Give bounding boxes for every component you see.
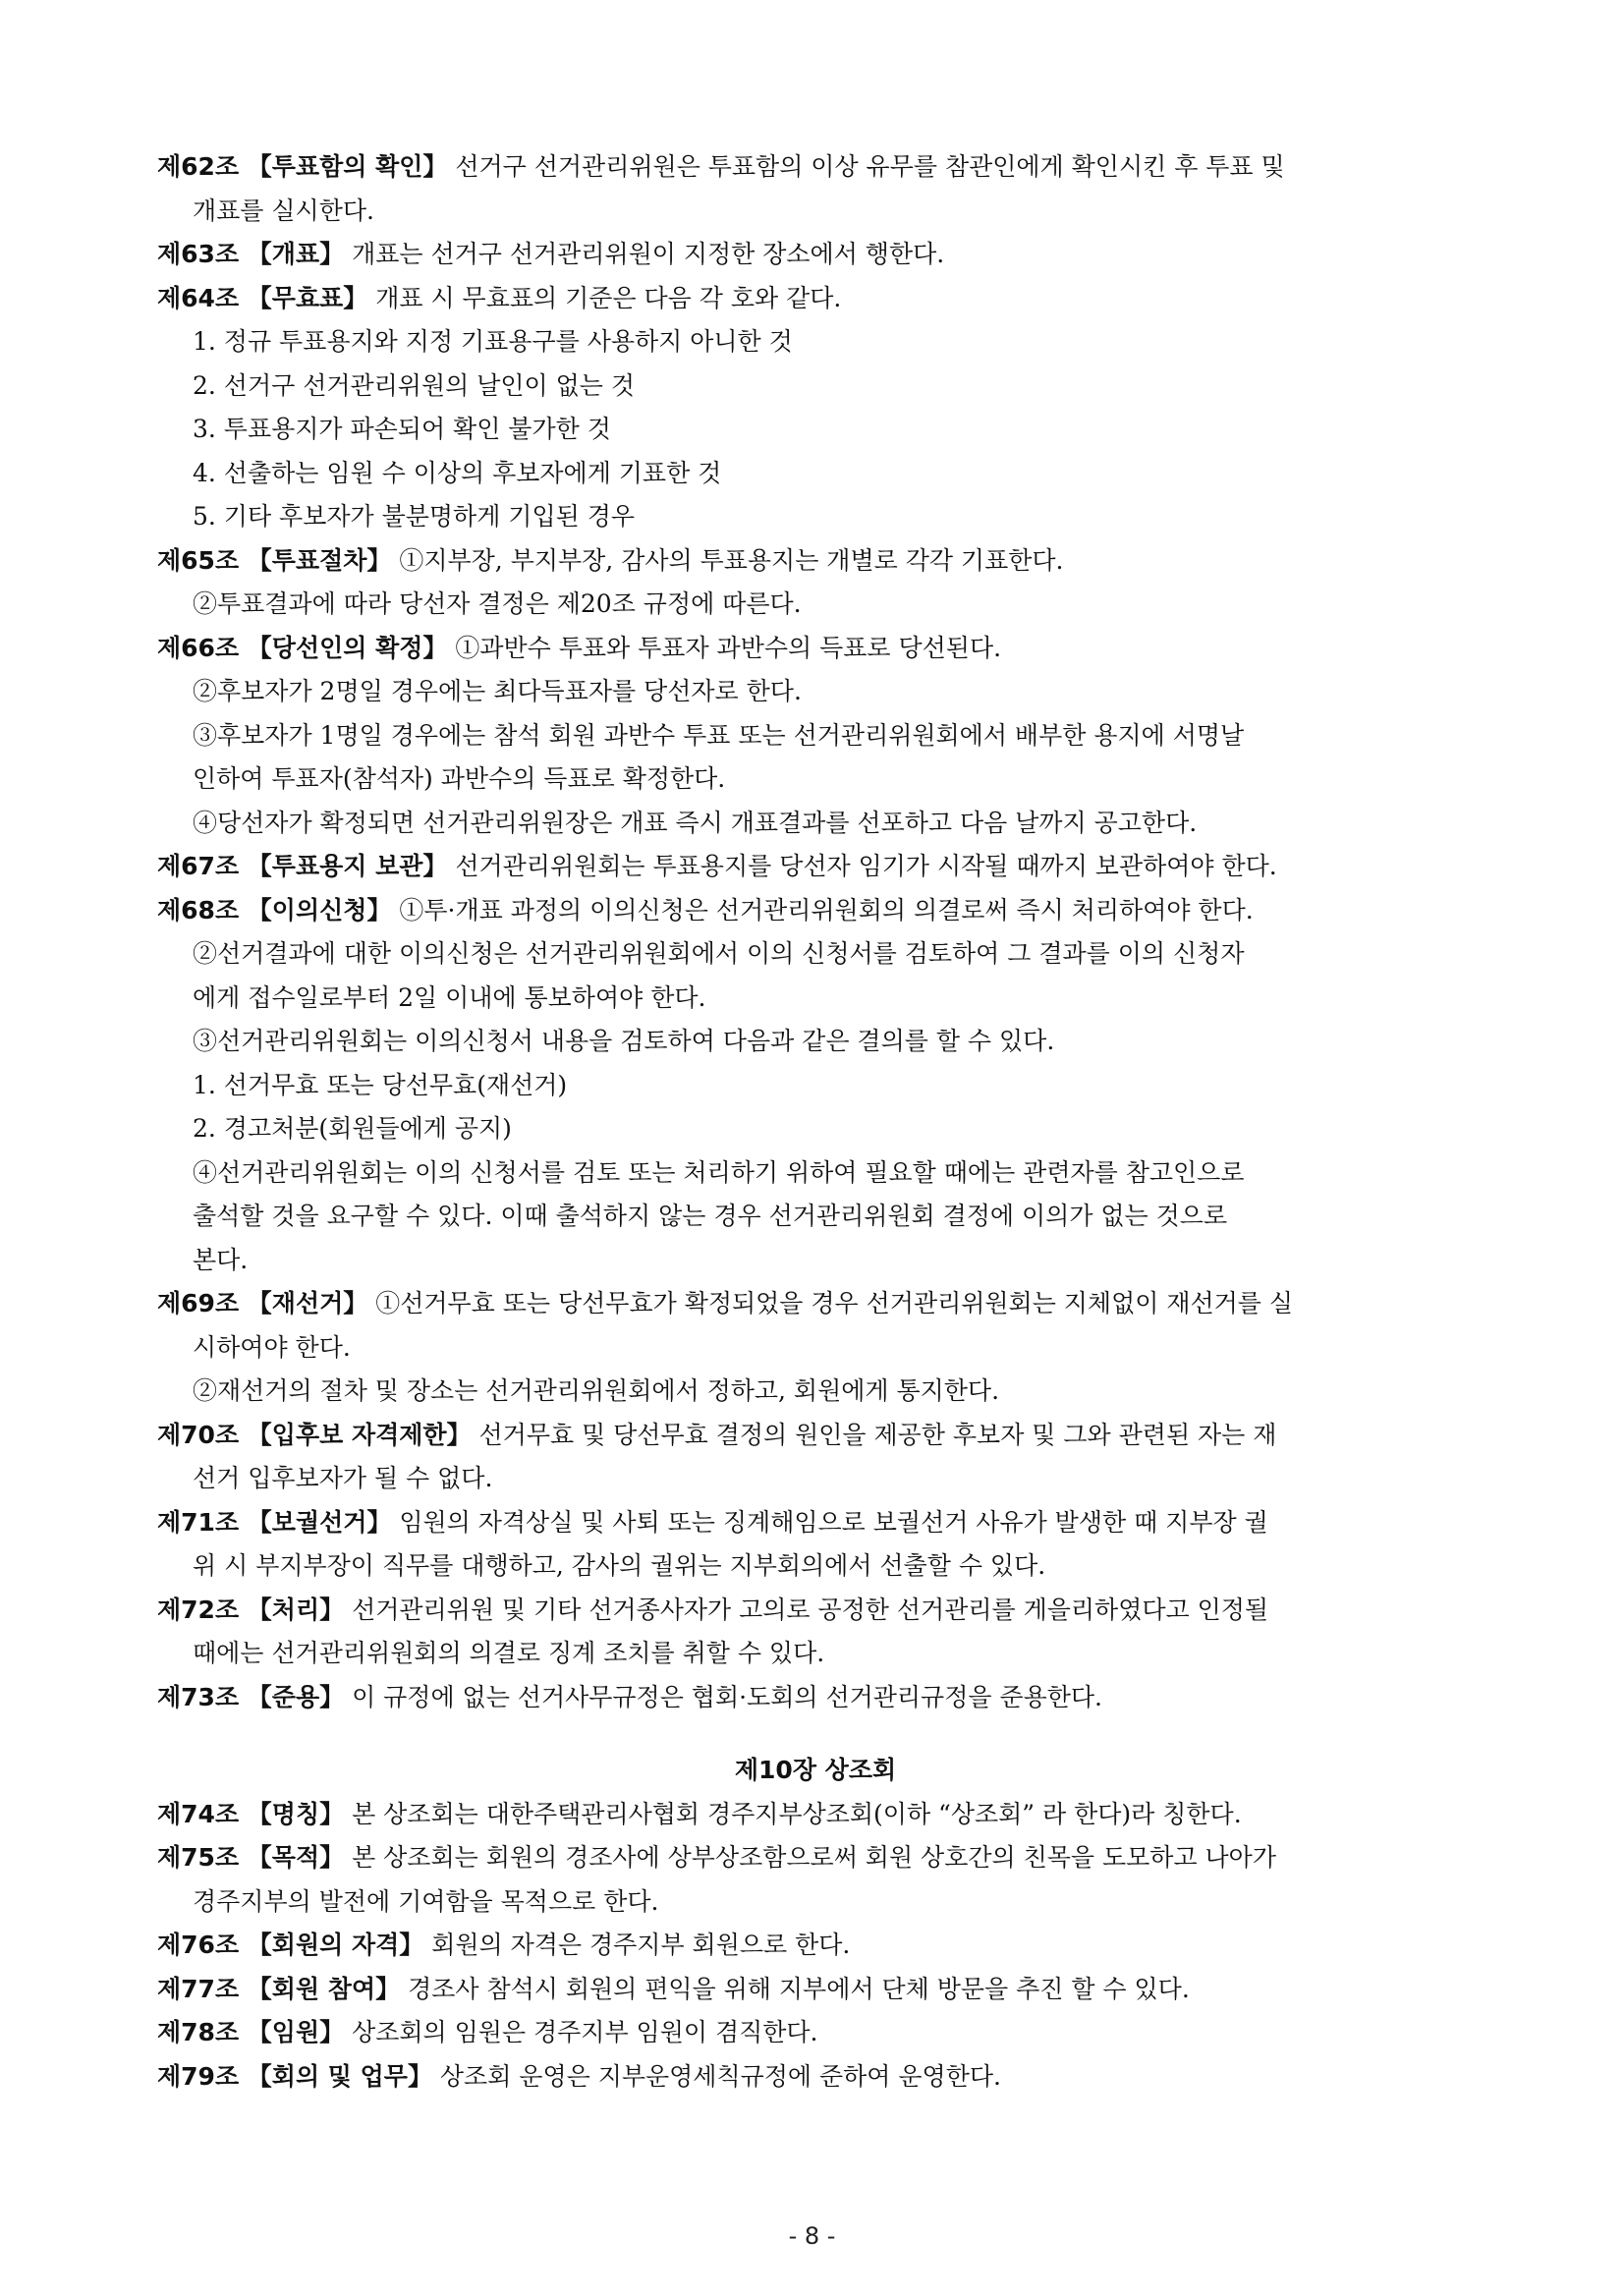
article-first-line bbox=[157, 277, 1474, 321]
article-continuation-line bbox=[157, 320, 1474, 364]
article-first-line bbox=[157, 845, 1474, 889]
article-text: 2. 선거구 선거관리위원의 날인이 없는 것 bbox=[193, 370, 635, 400]
article-text: 선거구 선거관리위원은 투표함의 이상 유무를 참관인에게 확인시킨 후 투표 및 bbox=[455, 152, 1285, 181]
article bbox=[157, 233, 1474, 277]
article bbox=[157, 1793, 1474, 1837]
article-first-line bbox=[157, 2011, 1474, 2055]
article-text: 선거 입후보자가 될 수 없다. bbox=[193, 1464, 493, 1492]
article-text: ①선거무효 또는 당선무효가 확정되었을 경우 선거관리위원회는 지체없이 재선거를 실 bbox=[375, 1289, 1294, 1317]
article-heading: 제64조 【무효표】 bbox=[157, 283, 368, 312]
article-text: 1. 정규 투표용지와 지정 기표용구를 사용하지 아니한 것 bbox=[193, 327, 793, 356]
article-continuation-line bbox=[157, 1326, 1474, 1371]
article-first-line bbox=[157, 889, 1474, 933]
article-heading: 제73조 【준용】 bbox=[157, 1682, 345, 1711]
article bbox=[157, 889, 1474, 1283]
article-continuation-line bbox=[157, 1151, 1474, 1196]
article-text: 선거무효 및 당선무효 결정의 원인을 제공한 후보자 및 그와 관련된 자는 재 bbox=[478, 1420, 1277, 1449]
article-text: 5. 기타 후보자가 불분명하게 기입된 경우 bbox=[193, 502, 635, 531]
article-continuation-line bbox=[157, 1370, 1474, 1414]
article-text: 상조회 운영은 지부운영세칙규정에 준하여 운영한다. bbox=[439, 2061, 1001, 2091]
article-continuation-line bbox=[157, 670, 1474, 714]
article-first-line bbox=[157, 1924, 1474, 1968]
article-heading: 제77조 【회원 참여】 bbox=[157, 1974, 401, 2003]
article-text: 이 규정에 없는 선거사무규정은 협회·도회의 선거관리규정을 준용한다. bbox=[352, 1682, 1102, 1711]
article-heading: 제67조 【투표용지 보관】 bbox=[157, 852, 448, 880]
article-continuation-line bbox=[157, 583, 1474, 627]
article-text: ①지부장, 부지부장, 감사의 투표용지는 개별로 각각 기표한다. bbox=[399, 545, 1064, 575]
article-heading: 제66조 【당선인의 확정】 bbox=[157, 633, 448, 662]
article bbox=[157, 1676, 1474, 1720]
article-heading: 제75조 【목적】 bbox=[157, 1843, 345, 1872]
article-text: 임원의 자격상실 및 사퇴 또는 징계해임으로 보궐선거 사유가 발생한 때 지부장 궐 bbox=[399, 1507, 1268, 1537]
page-content bbox=[157, 145, 1474, 2099]
article-heading: 제78조 【임원】 bbox=[157, 2018, 345, 2046]
article-continuation-line bbox=[157, 1195, 1474, 1239]
article-continuation-line bbox=[157, 1107, 1474, 1151]
article-continuation-line bbox=[157, 932, 1474, 977]
article-first-line bbox=[157, 1793, 1474, 1837]
article-text: 회원의 자격은 경주지부 회원으로 한다. bbox=[431, 1931, 851, 1959]
article-text: 선거관리위원회는 투표용지를 당선자 임기가 시작될 때까지 보관하여야 한다. bbox=[455, 852, 1277, 880]
article-first-line bbox=[157, 2055, 1474, 2100]
article-text: 1. 선거무효 또는 당선무효(재선거) bbox=[193, 1070, 568, 1099]
article-text: 위 시 부지부장이 직무를 대행하고, 감사의 궐위는 지부회의에서 선출할 수 있다. bbox=[193, 1551, 1046, 1580]
article bbox=[157, 2011, 1474, 2055]
article-text: 본다. bbox=[193, 1245, 249, 1274]
article-text: ③후보자가 1명일 경우에는 참석 회원 과반수 투표 또는 선거관리위원회에서 배부한 용지에 서명날 bbox=[193, 720, 1245, 750]
page-number: - 8 - bbox=[788, 2222, 836, 2250]
article-continuation-line bbox=[157, 1880, 1474, 1925]
article-text: ①과반수 투표와 투표자 과반수의 득표로 당선된다. bbox=[455, 633, 1002, 662]
article-first-line bbox=[157, 145, 1474, 190]
article-continuation-line bbox=[157, 802, 1474, 846]
article-text: 때에는 선거관리위원회의 의결로 징계 조치를 취할 수 있다. bbox=[193, 1639, 825, 1667]
article-heading: 제65조 【투표절차】 bbox=[157, 545, 392, 575]
article-text: ①투·개표 과정의 이의신청은 선거관리위원회의 의결로써 즉시 처리하여야 한다. bbox=[399, 895, 1254, 924]
article bbox=[157, 2055, 1474, 2100]
article-text: 본 상조회는 회원의 경조사에 상부상조함으로써 회원 상호간의 친목을 도모하고 나아가 bbox=[352, 1843, 1276, 1872]
article-continuation-line bbox=[157, 1544, 1474, 1589]
article bbox=[157, 1589, 1474, 1676]
article-text: ②선거결과에 대한 이의신청은 선거관리위원회에서 이의 신청서를 검토하여 그 결과를 이의 신청자 bbox=[193, 939, 1245, 968]
article-text: 개표 시 무효표의 기준은 다음 각 호와 같다. bbox=[375, 283, 842, 312]
article-heading: 제63조 【개표】 bbox=[157, 240, 345, 268]
article bbox=[157, 627, 1474, 846]
article-text: 상조회의 임원은 경주지부 임원이 겸직한다. bbox=[352, 2018, 818, 2046]
article-first-line bbox=[157, 1414, 1474, 1458]
article-text: ③선거관리위원회는 이의신청서 내용을 검토하여 다음과 같은 결의를 할 수 있다. bbox=[193, 1027, 1055, 1055]
article-text: 개표는 선거구 선거관리위원이 지정한 장소에서 행한다. bbox=[352, 240, 945, 268]
article-heading: 제76조 【회원의 자격】 bbox=[157, 1931, 424, 1959]
article bbox=[157, 1968, 1474, 2012]
article-continuation-line bbox=[157, 190, 1474, 234]
article bbox=[157, 1836, 1474, 1924]
article-continuation-line bbox=[157, 1632, 1474, 1676]
article-text: 시하여야 한다. bbox=[193, 1332, 351, 1362]
article bbox=[157, 845, 1474, 889]
article-text: 개표를 실시한다. bbox=[193, 196, 374, 225]
article-heading: 제62조 【투표함의 확인】 bbox=[157, 152, 448, 181]
article-text: 4. 선출하는 임원 수 이상의 후보자에게 기표한 것 bbox=[193, 458, 722, 487]
article bbox=[157, 145, 1474, 233]
article-text: 경조사 참석시 회원의 편익을 위해 지부에서 단체 방문을 추진 할 수 있다. bbox=[408, 1974, 1190, 2003]
article bbox=[157, 277, 1474, 539]
article-text: 본 상조회는 대한주택관리사협회 경주지부상조회(이하 “상조회” 라 한다)라 칭한다. bbox=[352, 1799, 1242, 1828]
article-heading: 제69조 【재선거】 bbox=[157, 1289, 368, 1317]
article-heading: 제68조 【이의신청】 bbox=[157, 895, 392, 924]
article-text: ②후보자가 2명일 경우에는 최다득표자를 당선자로 한다. bbox=[193, 677, 802, 705]
article-first-line bbox=[157, 1836, 1474, 1880]
chapter-title: 제10장 상조회 bbox=[734, 1756, 897, 1784]
article-text: 선거관리위원 및 기타 선거종사자가 고의로 공정한 선거관리를 게을리하였다고 인정될 bbox=[352, 1595, 1269, 1624]
article-first-line bbox=[157, 627, 1474, 671]
article-first-line bbox=[157, 1501, 1474, 1545]
article bbox=[157, 1414, 1474, 1501]
article-continuation-line bbox=[157, 1020, 1474, 1064]
article-continuation-line bbox=[157, 364, 1474, 409]
articles-section-bottom bbox=[157, 1793, 1474, 2100]
article-continuation-line bbox=[157, 495, 1474, 539]
article-continuation-line bbox=[157, 452, 1474, 496]
article-text: 출석할 것을 요구할 수 있다. 이때 출석하지 않는 경우 선거관리위원회 결정에 이의가 없는 것으로 bbox=[193, 1202, 1228, 1230]
article-text: ④당선자가 확정되면 선거관리위원장은 개표 즉시 개표결과를 선포하고 다음 날까지 공고한다. bbox=[193, 808, 1198, 837]
article-text: 3. 투표용지가 파손되어 확인 불가한 것 bbox=[193, 415, 611, 443]
article-first-line bbox=[157, 1968, 1474, 2012]
article-first-line bbox=[157, 233, 1474, 277]
article bbox=[157, 1501, 1474, 1589]
article-first-line bbox=[157, 539, 1474, 584]
article-continuation-line bbox=[157, 1064, 1474, 1108]
article-first-line bbox=[157, 1589, 1474, 1633]
articles-section-top bbox=[157, 145, 1474, 1719]
article-continuation-line bbox=[157, 1457, 1474, 1501]
article-first-line bbox=[157, 1282, 1474, 1326]
article-heading: 제74조 【명칭】 bbox=[157, 1799, 345, 1828]
article-heading: 제79조 【회의 및 업무】 bbox=[157, 2061, 432, 2091]
article-heading: 제70조 【입후보 자격제한】 bbox=[157, 1420, 472, 1449]
article-continuation-line bbox=[157, 1239, 1474, 1283]
article-text: ④선거관리위원회는 이의 신청서를 검토 또는 처리하기 위하여 필요할 때에는 관련자를 참고인으로 bbox=[193, 1157, 1245, 1187]
article-text: ②재선거의 절차 및 장소는 선거관리위원회에서 정하고, 회원에게 통지한다. bbox=[193, 1376, 1000, 1405]
article-heading: 제72조 【처리】 bbox=[157, 1595, 345, 1624]
article-text: 에게 접수일로부터 2일 이내에 통보하여야 한다. bbox=[193, 982, 706, 1012]
article-first-line bbox=[157, 1676, 1474, 1720]
article-text: 인하여 투표자(참석자) 과반수의 득표로 확정한다. bbox=[193, 764, 726, 793]
article-continuation-line bbox=[157, 714, 1474, 758]
article-text: ②투표결과에 따라 당선자 결정은 제20조 규정에 따른다. bbox=[193, 589, 802, 618]
article-text: 경주지부의 발전에 기여함을 목적으로 한다. bbox=[193, 1886, 659, 1916]
article-text: 2. 경고처분(회원들에게 공지) bbox=[193, 1114, 512, 1143]
article bbox=[157, 1924, 1474, 1968]
article bbox=[157, 1282, 1474, 1414]
article-continuation-line bbox=[157, 977, 1474, 1021]
article-continuation-line bbox=[157, 408, 1474, 452]
article bbox=[157, 539, 1474, 627]
article-heading: 제71조 【보궐선거】 bbox=[157, 1507, 392, 1537]
article-continuation-line bbox=[157, 757, 1474, 802]
